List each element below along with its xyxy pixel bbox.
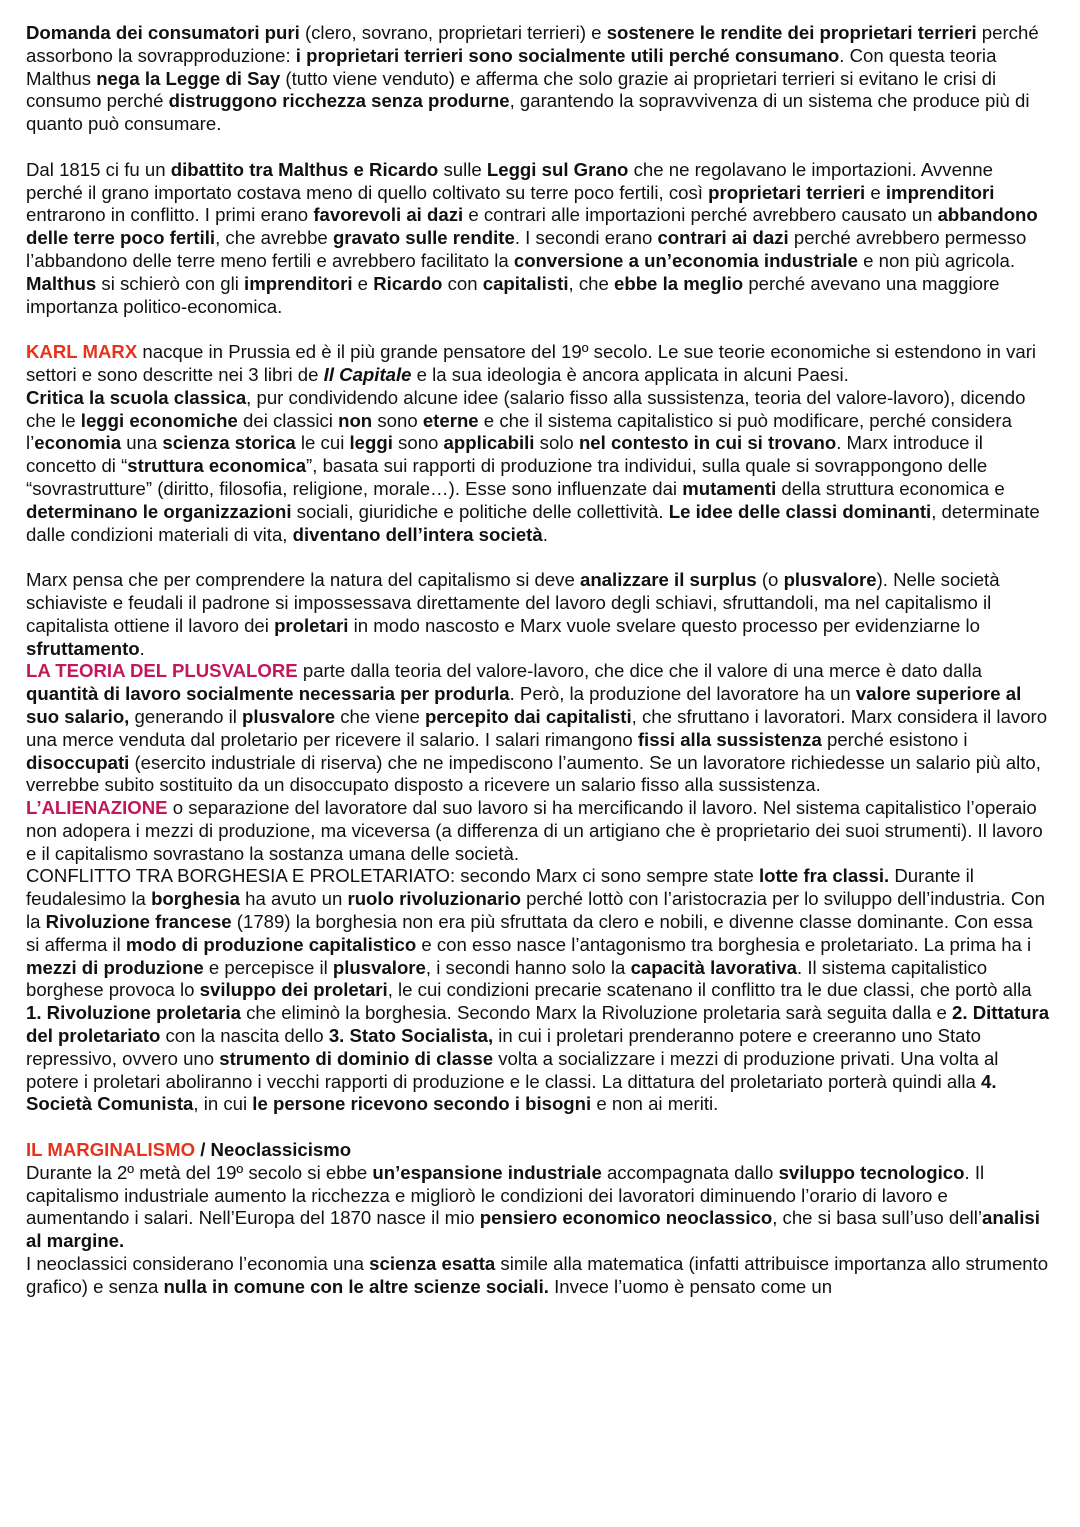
- text-run: e contrari alle importazioni perché avrebbero causato un: [463, 204, 938, 226]
- text-run: in modo nascosto e Marx vuole svelare questo processo per evidenziarne lo: [348, 614, 980, 636]
- text-run: . Marx introduce il concetto di “: [26, 432, 983, 477]
- bold-text-run: borghesia: [151, 888, 240, 910]
- text-run: e la sua ideologia è ancora applicata in alcuni Paesi.: [411, 363, 849, 385]
- section-heading: KARL MARX: [26, 341, 138, 363]
- text-run: nacque in Prussia ed è il più grande pensatore del 19º secolo. Le sue teorie economiche si estendono in vari settori e sono descritte nei 3 libri de: [26, 341, 1037, 385]
- bold-text-run: economia: [34, 432, 122, 454]
- bold-text-run: / Neoclassicismo: [195, 1139, 352, 1161]
- bold-text-run: conversione a un’economia industriale: [513, 249, 858, 271]
- bold-text-run: ebbe la meglio: [614, 272, 744, 294]
- text-run: , in cui: [193, 1093, 253, 1115]
- text-run: . Con questa teoria Malthus: [26, 44, 997, 89]
- bold-text-run: proletari: [274, 614, 349, 636]
- text-run: parte dalla teoria del valore-lavoro, che dice che il valore di una merce è dato dalla: [297, 660, 982, 682]
- paragraph: [26, 569, 1050, 660]
- bold-text-run: contrari ai dazi: [657, 227, 789, 249]
- text-run: che viene: [335, 705, 425, 727]
- text-run: dei classici: [237, 409, 339, 431]
- bold-text-run: imprenditori: [244, 272, 353, 294]
- text-run: , i secondi hanno solo la: [425, 956, 631, 978]
- text-run: con: [442, 272, 483, 294]
- bold-text-run: nulla in comune con le altre scienze sociali.: [163, 1275, 549, 1297]
- text-run: ”, basata sui rapporti di produzione tra individui, sulla quale si sovrappongono delle “sovrastrutture” (diritto, filosofia, religione, morale…). Esse sono influenzate dai: [26, 455, 988, 499]
- bold-text-run: lotte fra classi.: [758, 865, 890, 887]
- text-run: (o: [756, 569, 784, 591]
- bold-text-run: 3. Stato Socialista,: [328, 1025, 494, 1047]
- paragraph: [26, 865, 1050, 1116]
- bold-text-run: mezzi di produzione: [26, 956, 204, 978]
- text-run: che ne regolavano le importazioni. Avvenne perché il grano importato costava meno di quello coltivato su terre poco fertili, così: [26, 158, 993, 203]
- bold-text-run: Rivoluzione francese: [45, 911, 232, 933]
- paragraph: [26, 387, 1050, 547]
- text-run: .: [139, 637, 145, 659]
- bold-text-run: favorevoli ai dazi: [313, 204, 464, 226]
- bold-text-run: leggi: [349, 432, 393, 454]
- text-run: ha avuto un: [239, 888, 348, 910]
- bold-text-run: 1. Rivoluzione proletaria: [26, 1002, 241, 1024]
- text-run: , che: [568, 272, 614, 294]
- text-run: , le cui condizioni precarie scatenano il conflitto tra le due classi, che portò alla: [387, 979, 1032, 1001]
- paragraph: [26, 1162, 1050, 1253]
- text-run: che eliminò la borghesia. Secondo Marx la Rivoluzione proletaria sarà seguita dalla e: [240, 1002, 953, 1024]
- text-run: una: [121, 432, 163, 454]
- bold-text-run: eterne: [422, 409, 479, 431]
- bold-text-run: valore superiore al suo salario,: [26, 683, 1022, 727]
- paragraph: [26, 1139, 1050, 1162]
- bold-text-run: analisi al margine.: [26, 1207, 1040, 1252]
- text-run: ). Nelle società schiaviste e feudali il padrone si impossessava direttamente del lavoro degli schiavi, sfruttandoli, ma nel capitalismo il capitalista ottiene il lavoro dei: [26, 569, 1000, 636]
- paragraph-spacer: [26, 1116, 1050, 1139]
- bold-text-run: Domanda dei consumatori puri: [26, 22, 300, 43]
- text-run: . Il capitalismo industriale aumento la ricchezza e migliorò le condizioni dei lavoratori diminuendo l’orario di lavoro e aumentando i salari. Nell’Europa del 1870 nasce il mio: [26, 1161, 985, 1229]
- bold-text-run: pensiero economico neoclassico: [479, 1207, 773, 1229]
- text-run: simile alla matematica (infatti attribuisce importanza allo strumento grafico) e senza: [26, 1253, 1049, 1297]
- text-run: sulle: [438, 158, 487, 180]
- text-run: , che sfruttano i lavoratori. Marx considera il lavoro una merce venduta dal proletario per ricevere il salario. I salari rimangono: [26, 705, 1048, 750]
- bold-text-run: non: [338, 409, 373, 431]
- text-run: entrarono in conflitto. I primi erano: [26, 204, 314, 226]
- bold-text-run: sviluppo dei proletari: [199, 979, 388, 1001]
- text-run: . Il sistema capitalistico borghese provoca lo: [26, 956, 988, 1001]
- text-run: CONFLITTO TRA BORGHESIA E PROLETARIATO: secondo Marx ci sono sempre state: [26, 865, 759, 887]
- bold-text-run: plusvalore: [242, 705, 336, 727]
- paragraph: [26, 660, 1050, 797]
- bold-text-run: struttura economica: [127, 455, 307, 477]
- bold-text-run: Malthus: [26, 272, 97, 294]
- paragraph-spacer: [26, 318, 1050, 341]
- bold-text-run: ruolo rivoluzionario: [347, 888, 521, 910]
- bold-text-run: modo di produzione capitalistico: [125, 933, 417, 955]
- text-run: sono: [392, 432, 444, 454]
- bold-text-run: diventano dell’intera società: [292, 523, 543, 545]
- text-run: sono: [372, 409, 423, 431]
- text-run: , che avrebbe: [215, 227, 333, 249]
- bold-italic-text-run: Il Capitale: [323, 363, 412, 385]
- bold-text-run: capacità lavorativa: [630, 956, 797, 978]
- text-run: e che il sistema capitalistico si può modificare, perché considera l’: [26, 409, 1012, 454]
- bold-text-run: scienza storica: [162, 432, 296, 454]
- bold-text-run: Critica la scuola classica: [26, 386, 247, 408]
- bold-text-run: quantità di lavoro socialmente necessaria per produrla: [26, 683, 510, 705]
- bold-text-run: proprietari terrieri: [708, 181, 866, 203]
- bold-text-run: distruggono ricchezza senza produrne: [168, 90, 510, 112]
- bold-text-run: sviluppo tecnologico: [778, 1161, 965, 1183]
- bold-text-run: mutamenti: [682, 477, 777, 499]
- text-run: o separazione del lavoratore dal suo lavoro si ha mercificando il lavoro. Nel sistema capitalistico l’operaio non adopera i mezzi di produzione, ma viceversa (a differenza di un artigiano che è proprietario dei suoi strumenti). Il lavoro e il capitalismo sovrastano la sostanza umana delle società.: [26, 797, 1043, 864]
- text-run: Durante il feudalesimo la: [26, 865, 974, 910]
- paragraph: [26, 341, 1050, 387]
- bold-text-run: disoccupati: [26, 751, 130, 773]
- bold-text-run: gravato sulle rendite: [332, 227, 515, 249]
- text-run: . I secondi erano: [514, 227, 658, 249]
- bold-text-run: abbandono delle terre poco fertili: [26, 204, 1038, 249]
- bold-text-run: percepito dai capitalisti: [424, 705, 632, 727]
- text-run: con la nascita dello: [160, 1025, 329, 1047]
- text-run: Dal 1815 ci fu un: [26, 158, 171, 180]
- bold-text-run: analizzare il surplus: [579, 569, 757, 591]
- paragraph-spacer: [26, 136, 1050, 159]
- paragraph-spacer: [26, 546, 1050, 569]
- text-run: volta a socializzare i mezzi di produzione privati. Una volta al potere i proletari aboliranno i vecchi rapporti di produzione e le classi. La dittatura del proletariato porterà quindi alla: [26, 1047, 999, 1092]
- paragraph: [26, 22, 1050, 136]
- bold-text-run: sfruttamento: [26, 637, 140, 659]
- bold-text-run: determinano le organizzazioni: [26, 500, 292, 522]
- bold-text-run: Ricardo: [373, 272, 443, 294]
- text-run: generando il: [129, 705, 243, 727]
- text-run: si schierò con gli: [96, 272, 245, 294]
- text-run: Invece l’uomo è pensato come un: [548, 1275, 833, 1297]
- text-run: .: [542, 523, 548, 545]
- bold-text-run: strumento di dominio di classe: [219, 1047, 494, 1069]
- text-run: , garantendo la sopravvivenza di un sistema che produce più di quanto può consumare.: [26, 90, 1030, 135]
- text-run: (clero, sovrano, proprietari terrieri) e: [299, 22, 607, 43]
- paragraph: [26, 797, 1050, 865]
- bold-text-run: i proprietari terrieri sono socialmente utili perché consumano: [295, 44, 840, 66]
- text-run: sociali, giuridiche e politiche delle collettività.: [291, 500, 669, 522]
- text-run: Durante la 2º metà del 19º secolo si ebbe: [26, 1161, 373, 1183]
- bold-text-run: capitalisti: [482, 272, 569, 294]
- bold-text-run: leggi economiche: [80, 409, 238, 431]
- bold-text-run: scienza esatta: [369, 1253, 496, 1275]
- text-run: perché avrebbero permesso l’abbandono delle terre meno fertili e avrebbero facilitato la: [26, 227, 1027, 271]
- bold-text-run: nel contesto in cui si trovano: [578, 432, 837, 454]
- bold-text-run: imprenditori: [885, 181, 995, 203]
- subsection-heading: L’ALIENAZIONE: [26, 797, 168, 819]
- bold-text-run: le persone ricevono secondo i bisogni: [252, 1093, 592, 1115]
- text-run: (esercito industriale di riserva) che ne impediscono l’aumento. Se un lavoratore richiedesse un salario più alto, verrebbe subito sostituito da un disoccupato disposto a ricevere un salario fisso alla sussistenza.: [26, 751, 1041, 796]
- bold-text-run: un’espansione industriale: [372, 1161, 602, 1183]
- text-run: e non più agricola.: [857, 249, 1016, 271]
- text-run: perché assorbono la sovrapproduzione:: [26, 22, 1039, 66]
- bold-text-run: nega la Legge di Say: [96, 67, 281, 89]
- text-run: e con esso nasce l’antagonismo tra borghesia e proletariato. La prima ha i: [416, 933, 1032, 955]
- text-run: e non ai meriti.: [591, 1093, 719, 1115]
- text-run: , che si basa sull’uso dell’: [772, 1207, 982, 1229]
- text-run: e percepisce il: [203, 956, 333, 978]
- text-run: perché lottò con l’aristocrazia per lo sviluppo dell’industria. Con la: [26, 888, 1045, 933]
- bold-text-run: dibattito tra Malthus e Ricardo: [170, 158, 439, 180]
- bold-text-run: Leggi sul Grano: [486, 158, 629, 180]
- paragraph: [26, 159, 1050, 319]
- bold-text-run: 4. Società Comunista: [26, 1070, 997, 1115]
- text-run: (1789) la borghesia non era più sfruttata da clero e nobili, e divenne classe dominante. Con essa si afferma il: [26, 911, 1033, 955]
- text-run: e: [865, 181, 886, 203]
- bold-text-run: Le idee delle classi dominanti: [668, 500, 932, 522]
- bold-text-run: applicabili: [443, 432, 535, 454]
- text-run: perché avevano una maggiore importanza politico-economica.: [26, 272, 1000, 317]
- text-run: le cui: [295, 432, 350, 454]
- section-heading: IL MARGINALISMO: [26, 1139, 196, 1161]
- paragraph: [26, 1253, 1050, 1299]
- bold-text-run: sostenere le rendite dei proprietari terrieri: [606, 22, 977, 43]
- text-run: . Però, la produzione del lavoratore ha un: [509, 683, 856, 705]
- text-run: accompagnata dallo: [601, 1161, 779, 1183]
- subsection-heading: LA TEORIA DEL PLUSVALORE: [26, 660, 298, 682]
- text-run: perché esistono i: [821, 728, 968, 750]
- bold-text-run: 2. Dittatura del proletariato: [26, 1002, 1050, 1047]
- text-run: I neoclassici considerano l’economia una: [26, 1253, 370, 1275]
- text-run: (tutto viene venduto) e afferma che solo grazie ai proprietari terrieri si evitano le crisi di consumo perché: [26, 67, 997, 112]
- text-run: della struttura economica e: [776, 477, 1005, 499]
- bold-text-run: fissi alla sussistenza: [637, 728, 822, 750]
- bold-text-run: plusvalore: [783, 569, 877, 591]
- text-run: , determinate dalle condizioni materiali di vita,: [26, 500, 1040, 545]
- text-run: Marx pensa che per comprendere la natura del capitalismo si deve: [26, 569, 580, 591]
- bold-text-run: plusvalore: [332, 956, 426, 978]
- text-run: e: [352, 272, 374, 294]
- text-run: , pur condividendo alcune idee (salario fisso alla sussistenza, teoria del valore-lavoro), dicendo che le: [26, 386, 1026, 431]
- text-run: solo: [534, 432, 579, 454]
- text-run: in cui i proletari prenderanno potere e creeranno uno Stato repressivo, ovvero uno: [26, 1025, 982, 1069]
